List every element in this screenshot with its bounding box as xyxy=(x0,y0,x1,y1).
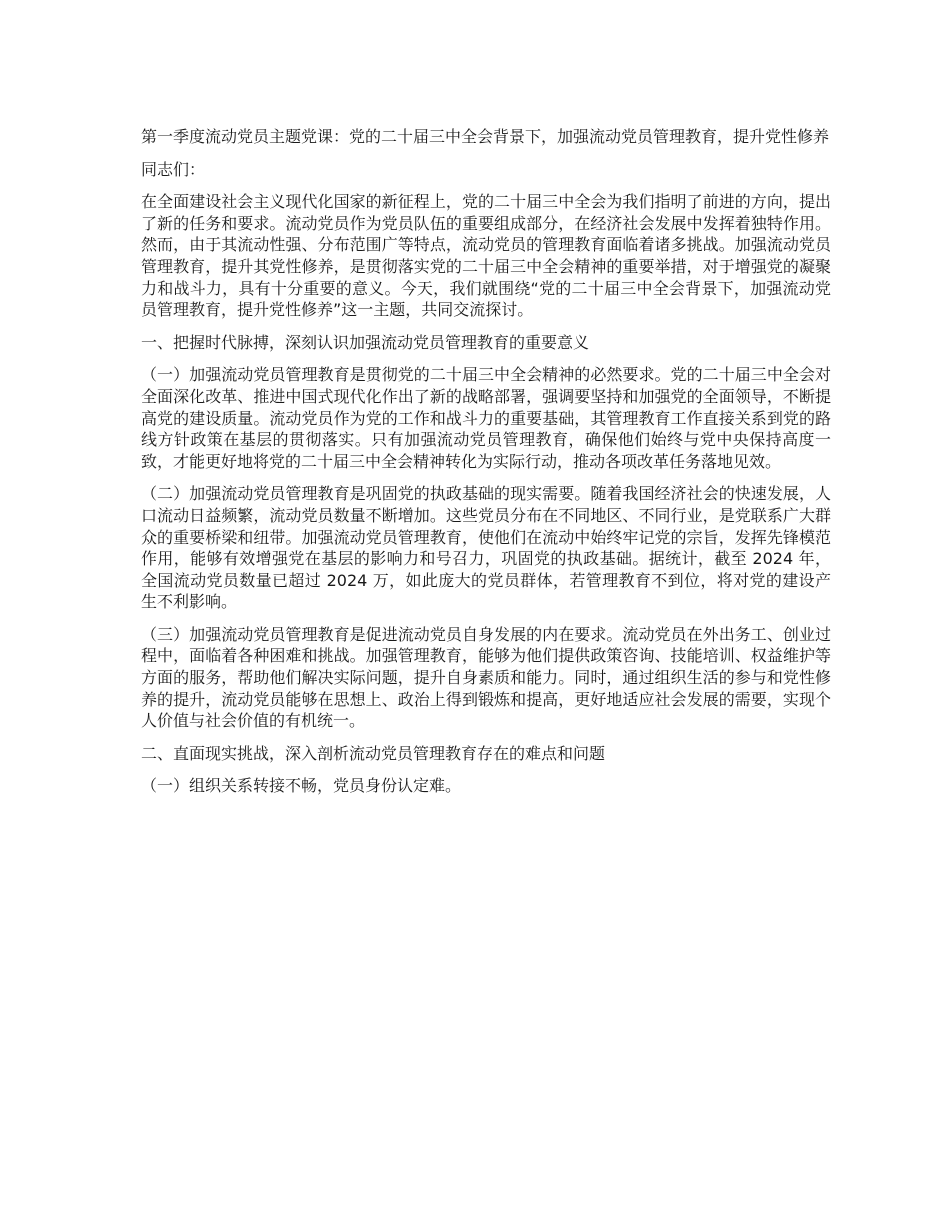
section1-paragraph-3: （三）加强流动党员管理教育是促进流动党员自身发展的内在要求。流动党员在外出务工、创业过程中，面临着各种困难和挑战。加强管理教育，能够为他们提供政策咨询、技能培训、权益维护等方面的服务，帮助他们解决实际问题，提升自身素质和能力。同时，通过组织生活的参与和党性修养的提升，流动党员能够在思想上、政治上得到锻炼和提高，更好地适应社会发展的需要，实现个人价值与社会价值的有机统一。 xyxy=(141,624,831,731)
section-heading-2: 二、直面现实挑战，深入剖析流动党员管理教育存在的难点和问题 xyxy=(141,743,606,763)
document-title: 第一季度流动党员主题党课：党的二十届三中全会背景下，加强流动党员管理教育，提升党性修养 xyxy=(141,127,830,146)
intro-paragraph: 在全面建设社会主义现代化国家的新征程上，党的二十届三中全会为我们指明了前进的方向，提出了新的任务和要求。流动党员作为党员队伍的重要组成部分，在经济社会发展中发挥着独特作用。然而，由于其流动性强、分布范围广等特点，流动党员的管理教育面临着诸多挑战。加强流动党员管理教育，提升其党性修养，是贯彻落实党的二十届三中全会精神的重要举措，对于增强党的凝聚力和战斗力，具有十分重要的意义。今天，我们就围绕“党的二十届三中全会背景下，加强流动党员管理教育，提升党性修养”这一主题，共同交流探讨。 xyxy=(141,192,831,320)
greeting: 同志们： xyxy=(141,159,206,179)
section1-paragraph-1: （一）加强流动党员管理教育是贯彻党的二十届三中全会精神的必然要求。党的二十届三中全会对全面深化改革、推进中国式现代化作出了新的战略部署，强调要坚持和加强党的全面领导，不断提高党的建设质量。流动党员作为党的工作和战斗力的重要基础，其管理教育工作直接关系到党的路线方针政策在基层的贯彻落实。只有加强流动党员管理教育，确保他们始终与党中央保持高度一致，才能更好地将党的二十届三中全会精神转化为实际行动，推动各项改革任务落地见效。 xyxy=(141,365,831,471)
section1-paragraph-2: （二）加强流动党员管理教育是巩固党的执政基础的现实需要。随着我国经济社会的快速发展，人口流动日益频繁，流动党员数量不断增加。这些党员分布在不同地区、不同行业，是党联系广大群众的重要桥梁和纽带。加强流动党员管理教育，使他们在流动中始终牢记党的宗旨，发挥先锋模范作用，能够有效增强党在基层的影响力和号召力，巩固党的执政基础。据统计，截至 2024 年，全国流动党员数量已超过 2024 万，如此庞大的党员群体，若管理教育不到位，将对党的建设产生不利影响。 xyxy=(141,484,831,612)
document-body xyxy=(141,126,831,808)
section-heading-1: 一、把握时代脉搏，深刻认识加强流动党员管理教育的重要意义 xyxy=(141,332,590,352)
section2-paragraph-1: （一）组织关系转接不畅，党员身份认定难。 xyxy=(141,776,462,796)
